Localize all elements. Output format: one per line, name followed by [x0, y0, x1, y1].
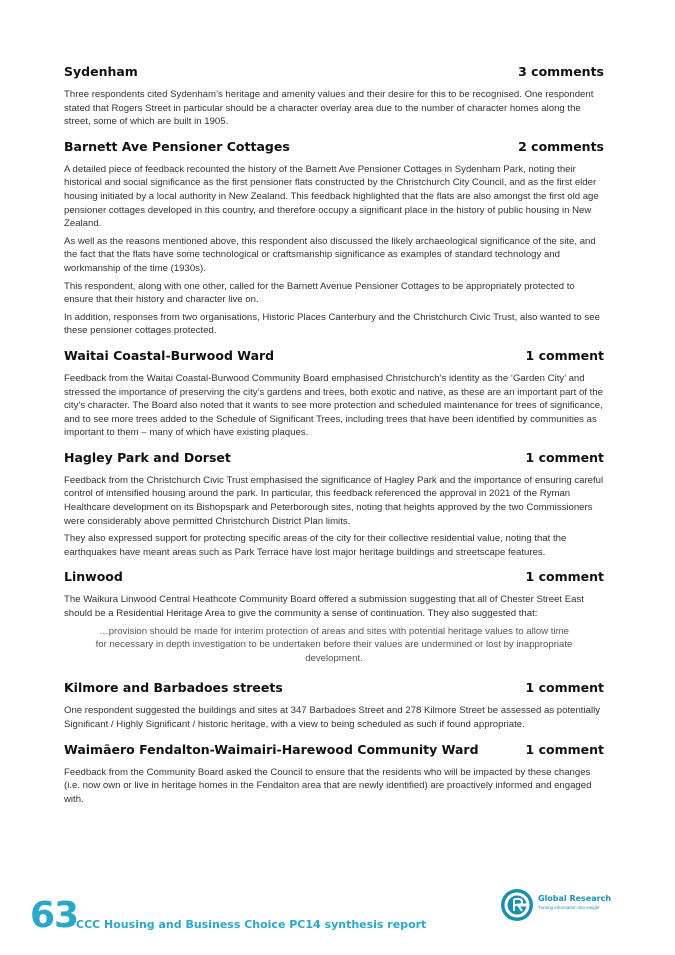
- section-waimaero-fendalton: [64, 742, 604, 807]
- section-title: Barnett Ave Pensioner Cottages: [64, 138, 290, 154]
- paragraph: One respondent suggested the buildings and sites at 347 Barbadoes Street and 278 Kilmore Street be assessed as potentially Significant / Highly Significant / historic heritage, with a view to being scheduled as such if found appropriate.: [64, 705, 600, 730]
- comment-count: 1 comment: [525, 347, 604, 363]
- paragraph: This respondent, along with one other, called for the Barnett Avenue Pensioner Cottages to be appropriately protected to ensure that their history and character live on.: [64, 280, 575, 306]
- section-header: [64, 450, 604, 465]
- section-waitai-coastal-burwood: [64, 348, 604, 440]
- comment-count: 1 comment: [525, 680, 604, 696]
- paragraph: A detailed piece of feedback recounted the history of the Barnett Ave Pensioner Cottages in Sydenham Park, noting their historical and social significance as the first pensioner flats constructed by the Christchurch City Council, and as the first elder housing initiated by a local authority in New Zealand. This feedback highlighted that the flats are also amongst the first old age pensioner cottages developed in this country, and therefore occupy a significant place in the history of public housing in New Zealand.: [64, 163, 599, 230]
- section-header: [64, 569, 604, 584]
- logo-tagline: Turning information into insight: [538, 905, 600, 910]
- paragraph: The Waikura Linwood Central Heathcote Community Board offered a submission suggesting that all of Chester Street East should be a Residential Heritage Area to give the community a sense of continuation. They also suggested that:: [64, 594, 584, 620]
- paragraph: Feedback from the Community Board asked the Council to ensure that the residents who will be impacted by these changes (i.e. now own or live in heritage homes in the Fendalton area that are newly identified) are proactively informed and engaged with.: [64, 766, 592, 805]
- page-number: 63: [30, 895, 79, 936]
- section-title: Linwood: [64, 569, 123, 585]
- global-research-logo: [500, 888, 650, 928]
- section-header: [64, 64, 604, 79]
- section-header: [64, 348, 604, 363]
- comment-count: 1 comment: [525, 741, 604, 757]
- global-research-logo-icon: [500, 888, 534, 922]
- section-header: [64, 139, 604, 154]
- paragraph: Feedback from the Waitai Coastal-Burwood Community Board emphasised Christchurch’s identity as the ‘Garden City’ and stressed the importance of preserving the city’s gardens and trees, both exotic and native, as these are an important part of the city’s character. The Board also noted that it wants to see more protection and scheduled maintenance for trees of significance, and to see more trees added to the Schedule of Significant Trees, including trees that have been identified by communities as important to them – many of which have existing plaques.: [64, 372, 603, 439]
- section-title: Kilmore and Barbadoes streets: [64, 680, 283, 696]
- section-sydenham: [64, 64, 604, 129]
- logo-name: Global Research: [538, 894, 612, 903]
- report-title: CCC Housing and Business Choice PC14 synthesis report: [76, 918, 427, 931]
- section-header: [64, 742, 604, 757]
- document-body: [64, 64, 604, 810]
- paragraph: In addition, responses from two organisations, Historic Places Canterbury and the Christchurch Civic Trust, also wanted to see these pensioner cottages protected.: [64, 311, 600, 337]
- comment-count: 3 comments: [518, 64, 604, 79]
- paragraph: Three respondents cited Sydenham’s heritage and amenity values and their desire for this to be recognised. One respondent stated that Rogers Street in particular should be a character overlay area due to the number of character homes along the street, some of which are built in 1905.: [64, 89, 594, 128]
- section-hagley-park-dorset: [64, 450, 604, 560]
- paragraph: As well as the reasons mentioned above, this respondent also discussed the likely archaeological significance of the site, and the fact that the flats have some technological or craftsmanship significance as examples of standard technology and workmanship of the time (1930s).: [64, 235, 596, 274]
- paragraph: They also expressed support for protecting specific areas of the city for their collective residential value, noting that the earthquakes have meant areas such as Park Terrace have lost major heritage buildings and streetscape features.: [64, 533, 567, 558]
- comment-count: 1 comment: [525, 569, 604, 585]
- page-footer: [30, 896, 650, 941]
- section-barnett-ave: [64, 139, 604, 338]
- section-title: Waimāero Fendalton-Waimairi-Harewood Community Ward: [64, 741, 479, 757]
- section-linwood: [64, 569, 604, 665]
- section-title: Sydenham: [64, 64, 138, 79]
- section-title: Hagley Park and Dorset: [64, 449, 231, 465]
- block-quote: …provision should be made for interim protection of areas and sites with potential heritage values to allow time for necessary in depth investigation to be undertaken before their values are undermined or lost by inappropriate development.: [95, 625, 573, 664]
- comment-count: 1 comment: [525, 449, 604, 465]
- section-title: Waitai Coastal-Burwood Ward: [64, 347, 275, 363]
- comment-count: 2 comments: [518, 138, 604, 154]
- section-header: [64, 680, 604, 695]
- section-kilmore-barbadoes: [64, 680, 604, 731]
- paragraph: Feedback from the Christchurch Civic Trust emphasised the significance of Hagley Park and the importance of ensuring careful control of intensified housing around the park. In particular, this feedback referenced the approval in 2021 of the Ryman Healthcare development on its Bishopspark and Peterborough sites, noting that heights approved by the two Commissioners were considerably above permitted Christchurch District Plan limits.: [64, 474, 604, 527]
